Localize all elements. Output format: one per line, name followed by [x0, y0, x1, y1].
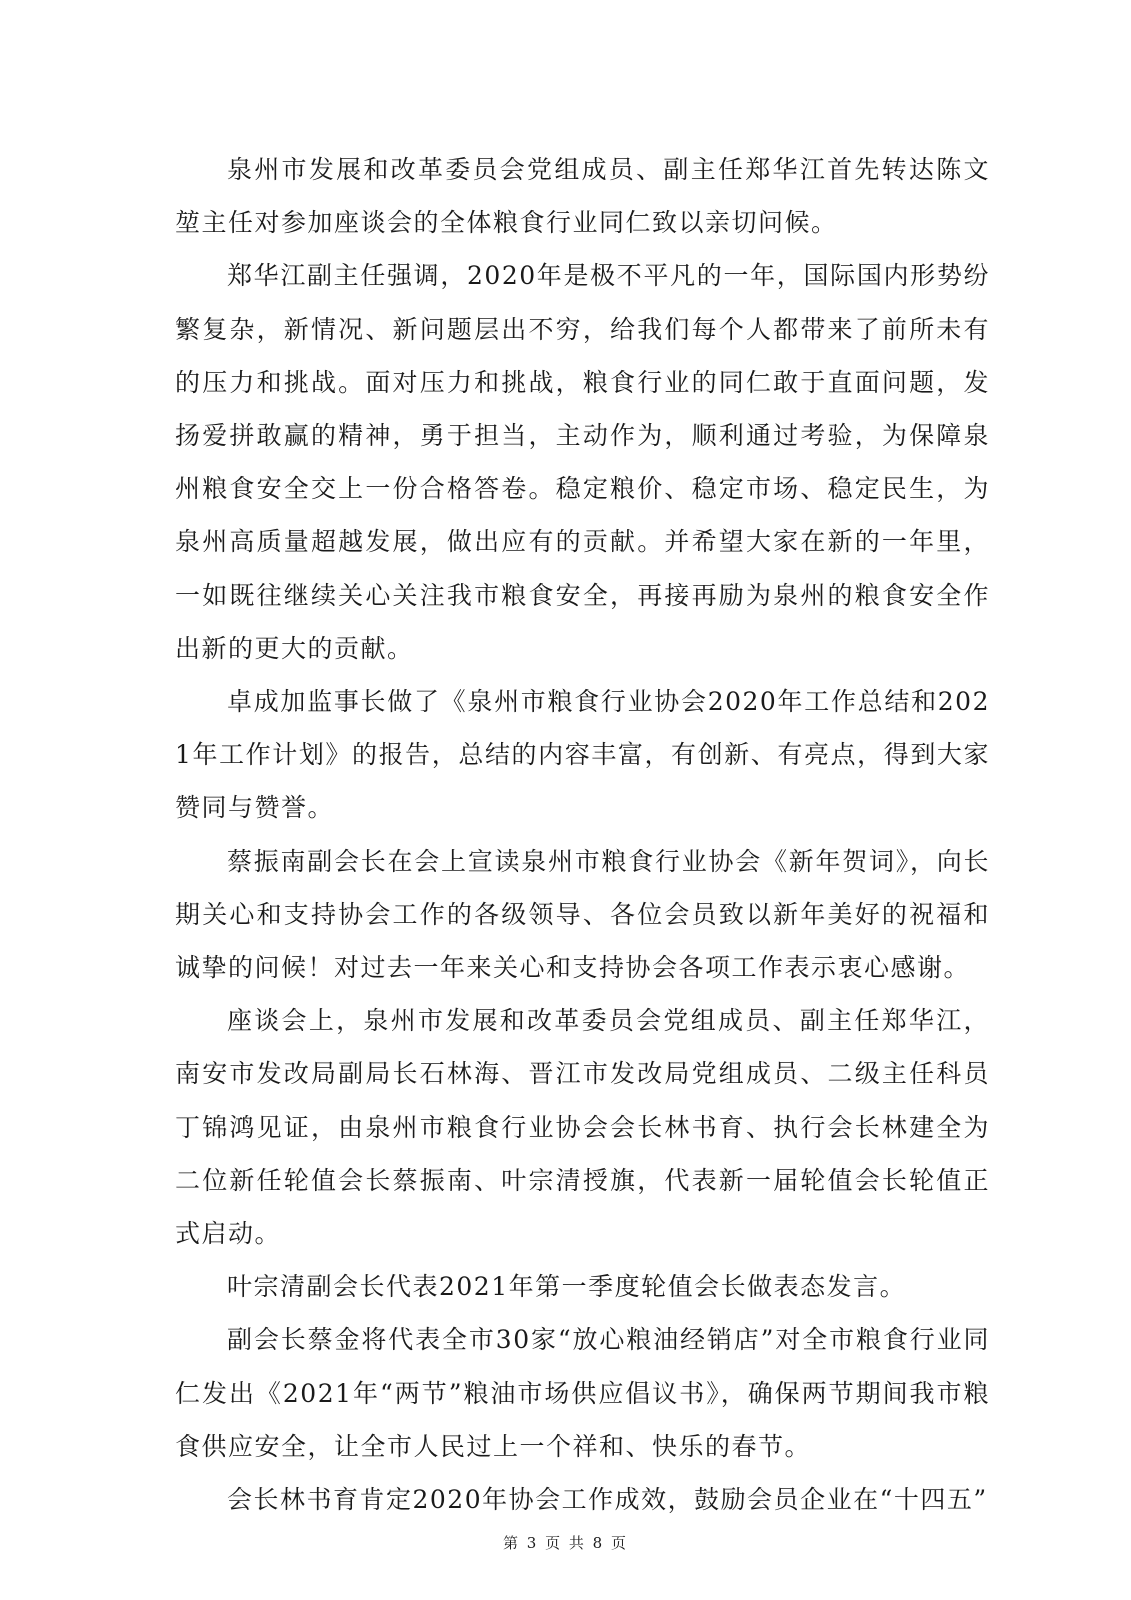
body-text [175, 143, 990, 1526]
paragraph: 郑华江副主任强调，2020年是极不平凡的一年，国际国内形势纷繁复杂，新情况、新问题层出不穷，给我们每个人都带来了前所未有的压力和挑战。面对压力和挑战，粮食行业的同仁敢于直面问题，发扬爱拼敢赢的精神，勇于担当，主动作为，顺利通过考验，为保障泉州粮食安全交上一份合格答卷。稳定粮价、稳定市场、稳定民生，为泉州高质量超越发展，做出应有的贡献。并希望大家在新的一年里，一如既往继续关心关注我市粮食安全，再接再励为泉州的粮食安全作出新的更大的贡献。 [175, 261, 990, 663]
paragraph: 叶宗清副会长代表2021年第一季度轮值会长做表态发言。 [227, 1272, 907, 1302]
paragraph: 副会长蔡金将代表全市30家“放心粮油经销店”对全市粮食行业同仁发出《2021年“两节”粮油市场供应倡议书》，确保两节期间我市粮食供应安全，让全市人民过上一个祥和、快乐的春节。 [175, 1325, 990, 1461]
page-number: 第 3 页 共 8 页 [503, 1534, 628, 1552]
paragraph: 泉州市发展和改革委员会党组成员、副主任郑华江首先转达陈文堃主任对参加座谈会的全体粮食行业同仁致以亲切问候。 [175, 155, 990, 238]
paragraph: 蔡振南副会长在会上宣读泉州市粮食行业协会《新年贺词》，向长期关心和支持协会工作的各级领导、各位会员致以新年美好的祝福和诚挚的问候！对过去一年来关心和支持协会各项工作表示衷心感谢。 [175, 846, 990, 983]
paragraph: 座谈会上，泉州市发展和改革委员会党组成员、副主任郑华江，南安市发改局副局长石林海、晋江市发改局党组成员、二级主任科员丁锦鸿见证，由泉州市粮食行业协会会长林书育、执行会长林建全为二位新任轮值会长蔡振南、叶宗清授旗，代表新一届轮值会长轮值正式启动。 [175, 1006, 990, 1249]
paragraph: 会长林书育肯定2020年协会工作成效，鼓励会员企业在“十四五” [227, 1485, 988, 1515]
paragraph: 卓成加监事长做了《泉州市粮食行业协会2020年工作总结和2021年工作计划》的报告，总结的内容丰富，有创新、有亮点，得到大家赞同与赞誉。 [175, 687, 990, 823]
